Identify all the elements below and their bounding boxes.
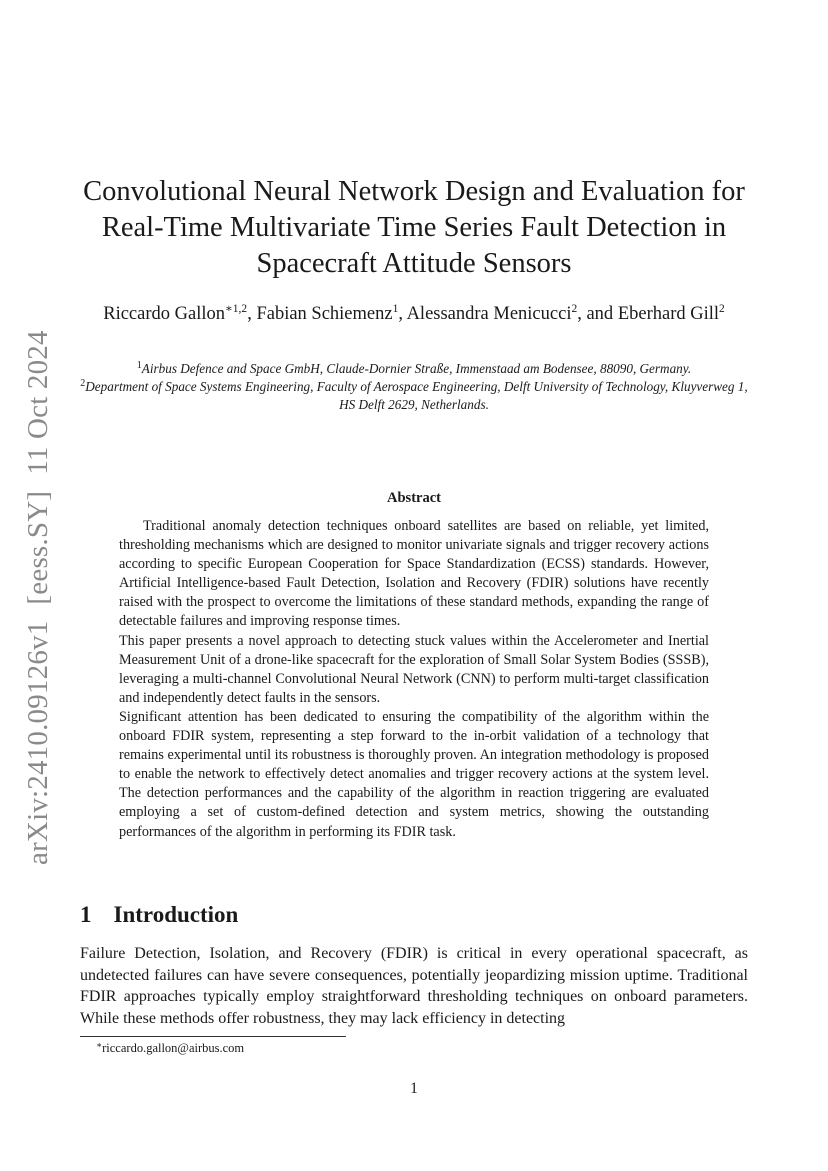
body-paragraph: Failure Detection, Isolation, and Recovery (FDIR) is critical in every operational spacecraft, as undetected failures can have severe consequences, potentially jeopardizing mission uptime. Traditional FDIR approaches typically employ straightforward thresholding techniques on onboard parameters. While these methods offer robustness, they may lack efficiency in detecting <box>80 945 748 1027</box>
title-line-1: Convolutional Neural Network Design and Evaluation for <box>83 176 745 207</box>
author-list <box>80 302 748 326</box>
author-separator: , and <box>577 304 618 324</box>
section-heading <box>80 902 238 928</box>
affiliation <box>78 360 750 378</box>
arxiv-id: arXiv:2410.09126v1 <box>22 620 54 865</box>
author-separator: , <box>398 304 407 324</box>
affiliation-text: Airbus Defence and Space GmbH, Claude-Dornier Straße, Immenstaad am Bodensee, 88090, Germany. <box>141 361 692 376</box>
title-line-3: Spacecraft Attitude Sensors <box>256 248 572 279</box>
affiliation-mark: 1 <box>136 360 142 371</box>
arxiv-date: 11 Oct 2024 <box>22 330 54 475</box>
affiliation-mark: 2 <box>80 378 86 389</box>
author-affiliation-mark: ∗1,2 <box>224 303 248 315</box>
footnote <box>96 1041 244 1056</box>
author-name: Eberhard Gill <box>617 304 720 324</box>
footnote-mark: ∗ <box>96 1040 103 1050</box>
author-name: Alessandra Menicucci <box>406 304 572 324</box>
section-number: 1 <box>80 902 92 927</box>
arxiv-category: [eess.SY] <box>22 490 54 605</box>
abstract-paragraph: Traditional anomaly detection techniques onboard satellites are based on reliable, yet limited, thresholding mechanisms which are designed to monitor univariate signals and trigger recovery actions according to specific European Cooperation for Space Standardization (ECSS) standards. However, Artificial Intelligence-based Fault Detection, Isolation and Recovery (FDIR) solutions have recently raised with the prospect to overcome the limitations of these standard methods, expanding the range of detectable failures and improving response times. <box>119 518 709 630</box>
title-line-2: Real-Time Multivariate Time Series Fault Detection in <box>101 212 727 243</box>
abstract-heading: Abstract <box>387 490 441 506</box>
footnote-rule <box>80 1036 346 1037</box>
affiliations <box>78 360 750 414</box>
footnote-email: riccardo.gallon@airbus.com <box>102 1041 245 1055</box>
abstract <box>119 517 709 842</box>
section-title: Introduction <box>113 902 239 927</box>
paper-title <box>80 174 748 282</box>
author-affiliation-mark: 1 <box>392 303 399 315</box>
author-affiliation-mark: 2 <box>571 303 578 315</box>
author-name: Fabian Schiemenz <box>256 304 393 324</box>
author-affiliation-mark: 2 <box>719 303 725 315</box>
page-number: 1 <box>410 1080 418 1097</box>
author-separator: , <box>247 304 257 324</box>
author-name: Riccardo Gallon <box>103 304 225 324</box>
abstract-paragraph: This paper presents a novel approach to detecting stuck values within the Accelerometer and Inertial Measurement Unit of a drone-like spacecraft for the exploration of Small Solar System Bodies (SSSB), leveraging a multi-channel Convolutional Neural Network (CNN) to perform multi-target classification and independently detect faults in the sensors. <box>119 632 709 706</box>
affiliation-text: Department of Space Systems Engineering, Faculty of Aerospace Engineering, Delft University of Technology, Kluyverweg 1, HS Delft 2629, Netherlands. <box>85 379 748 412</box>
arxiv-identifier <box>22 314 55 865</box>
abstract-paragraph: Significant attention has been dedicated to ensuring the compatibility of the algorithm within the onboard FDIR system, representing a step forward to the in-orbit validation of a technology that remains experimental until its robustness is thoroughly proven. An integration methodology is proposed to enable the network to effectively detect anomalies and trigger recovery actions at the system level. The detection performances and the capability of the algorithm in reaction triggering are evaluated employing a set of custom-defined detection and system metrics, showing the outstanding performances of the algorithm in performing its FDIR task. <box>119 708 709 840</box>
affiliation <box>78 378 750 414</box>
